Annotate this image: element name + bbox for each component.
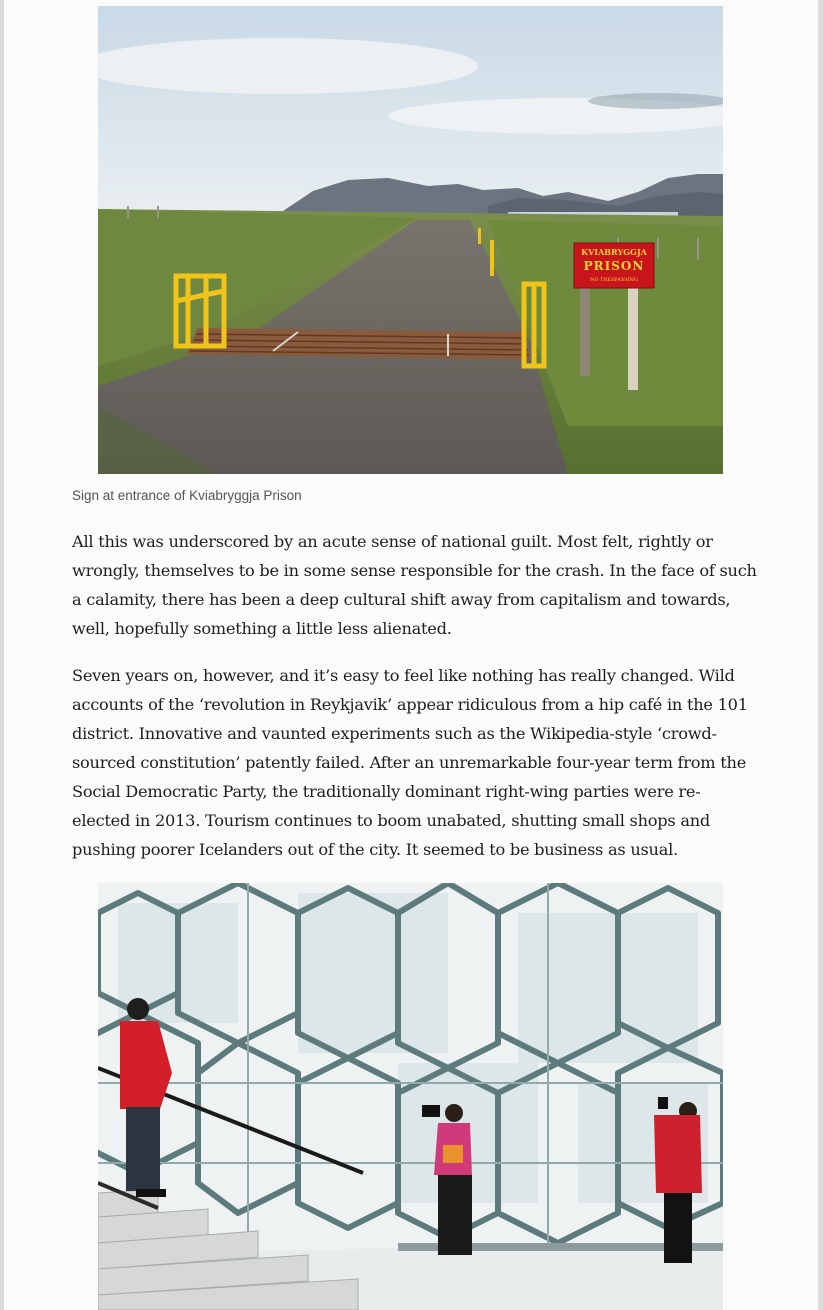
paragraph-line: pushing poorer Icelanders out of the city. It seemed to be business as usual. <box>72 840 678 859</box>
sign-line-1: KVIABRYGGJA <box>581 247 647 257</box>
paragraph-line: well, hopefully something a little less alienated. <box>72 619 452 638</box>
paragraph-line: wrongly, themselves to be in some sense responsible for the crash. In the face of such <box>72 561 757 580</box>
paragraph-line: accounts of the ‘revolution in Reykjavik’ appear ridiculous from a hip café in the 101 <box>72 695 748 714</box>
paragraph-line: sourced constitution’ patently failed. After an unremarkable four-year term from the <box>72 753 747 772</box>
paragraph-line: district. Innovative and vaunted experiments such as the Wikipedia-style ‘crowd- <box>72 724 717 743</box>
prison-entrance-photo <box>98 6 723 474</box>
photo-caption: Sign at entrance of Kviabryggja Prison <box>72 488 302 503</box>
paragraph-line: All this was underscored by an acute sense of national guilt. Most felt, rightly or <box>72 532 713 551</box>
paragraph-seven-years <box>72 661 758 864</box>
sign-line-2: PRISON <box>583 259 645 273</box>
paragraph-line: Social Democratic Party, the traditionally dominant right-wing parties were re- <box>72 782 701 801</box>
paragraph-guilt <box>72 527 758 643</box>
glass-hall-photo <box>98 883 723 1310</box>
sign-line-3: NO TRESPASSING <box>590 277 638 283</box>
article-page <box>4 0 818 1310</box>
paragraph-line: a calamity, there has been a deep cultural shift away from capitalism and towards, <box>72 590 731 609</box>
paragraph-line: elected in 2013. Tourism continues to boom unabated, shutting small shops and <box>72 811 711 830</box>
paragraph-line: Seven years on, however, and it’s easy to feel like nothing has really changed. Wild <box>72 666 735 685</box>
